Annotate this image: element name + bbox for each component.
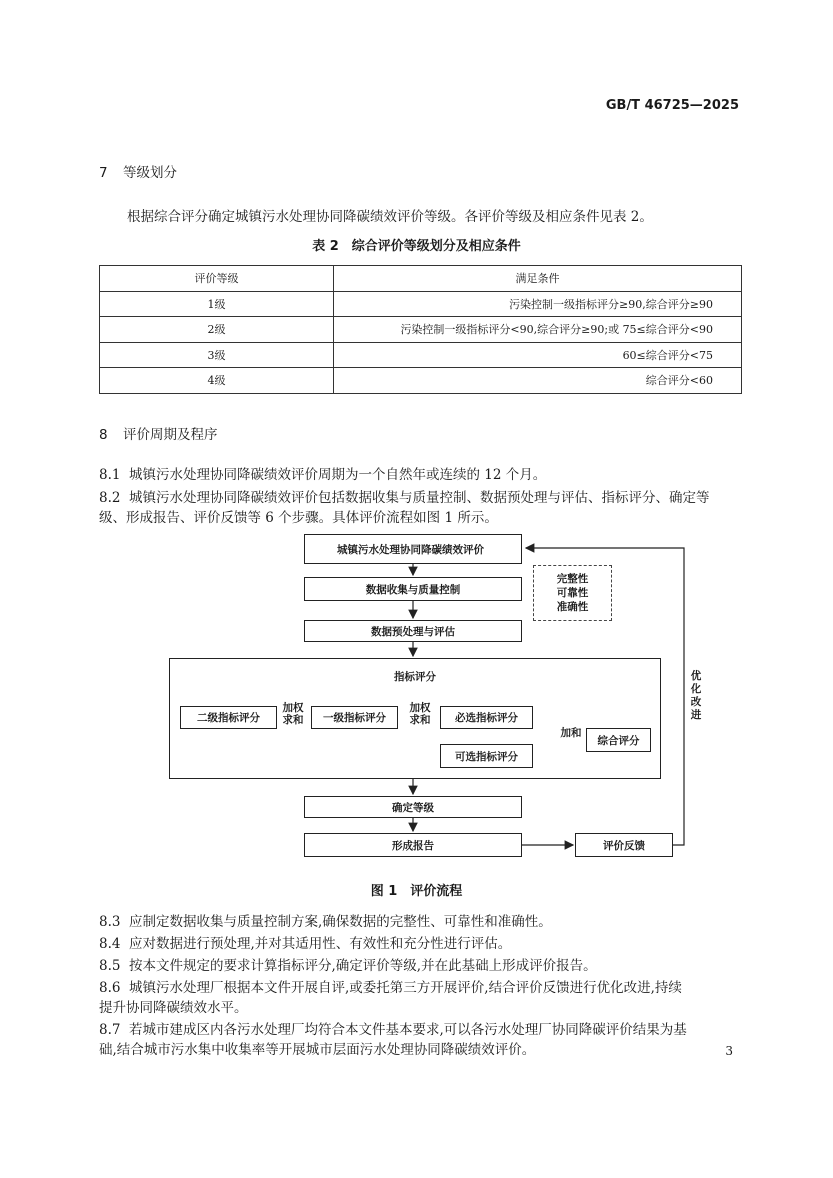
- determine-grade-box: 确定等级: [304, 796, 522, 818]
- section-title: 等级划分: [123, 165, 177, 181]
- grade-cell: 2级: [100, 317, 334, 343]
- condition-cell: 污染控制一级指标评分<90,综合评分≥90;或 75≤综合评分<90: [334, 317, 742, 343]
- clause-8-6: [99, 976, 682, 996]
- label-char: 改: [690, 696, 702, 708]
- clause-text: 城镇污水处理协同降碳绩效评价周期为一个自然年或连续的 12 个月。: [129, 467, 547, 483]
- clause-text: 城镇污水处理协同降碳绩效评价包括数据收集与质量控制、数据预处理与评估、指标评分、确定等: [129, 490, 710, 506]
- clause-8-7: [99, 1018, 687, 1038]
- mandatory-score-box: 必选指标评分: [440, 706, 533, 729]
- weighted-sum-label: [281, 702, 305, 726]
- table-header-cell: 满足条件: [334, 266, 742, 292]
- condition-cell: 综合评分<60: [334, 368, 742, 394]
- eval-title-box: 城镇污水处理协同降碳绩效评价: [304, 534, 522, 564]
- label-line: 求和: [282, 714, 304, 726]
- label-line: 求和: [409, 714, 431, 726]
- table-header-cell: 评价等级: [100, 266, 334, 292]
- weighted-sum-label: [407, 702, 433, 726]
- quality-note-item: 可靠性: [556, 587, 589, 599]
- clause-number: 8.3: [99, 914, 121, 930]
- grade-cell: 1级: [100, 291, 334, 317]
- figure-caption: 图 1 评价流程: [370, 884, 463, 899]
- label-char: 进: [690, 709, 702, 721]
- quality-note-box: [533, 565, 612, 621]
- table-caption: 表 2 综合评价等级划分及相应条件: [312, 239, 521, 254]
- quality-note-item: 准确性: [556, 601, 589, 613]
- condition-cell: 污染控制一级指标评分≥90,综合评分≥90: [334, 291, 742, 317]
- clause-number: 8.2: [99, 490, 121, 506]
- form-report-box: 形成报告: [304, 833, 522, 857]
- add-label: 加和: [560, 727, 582, 739]
- section-number: 8: [99, 427, 108, 443]
- section-7-paragraph: 根据综合评分确定城镇污水处理协同降碳绩效评价等级。各评价等级及相应条件见表 2。: [127, 209, 653, 225]
- optional-score-box: 可选指标评分: [440, 744, 533, 768]
- label-line: 加权: [409, 702, 431, 714]
- quality-note-item: 完整性: [556, 573, 589, 585]
- grade-cell: 4级: [100, 368, 334, 394]
- secondary-score-box: 二级指标评分: [180, 706, 277, 729]
- section-title: 评价周期及程序: [123, 427, 218, 443]
- clause-8-6-continued: 提升协同降碳绩效水平。: [99, 1000, 248, 1016]
- clause-text: 应对数据进行预处理,并对其适用性、有效性和充分性进行评估。: [129, 936, 512, 952]
- clause-text: 城镇污水处理厂根据本文件开展自评,或委托第三方开展评价,结合评价反馈进行优化改进,持续: [129, 980, 682, 996]
- clause-text: 应制定数据收集与质量控制方案,确保数据的完整性、可靠性和准确性。: [129, 914, 552, 930]
- optimize-label: [689, 670, 703, 722]
- label-char: 优: [690, 670, 702, 682]
- feedback-box: 评价反馈: [575, 833, 673, 857]
- preprocess-box: 数据预处理与评估: [304, 620, 522, 642]
- page-number: 3: [725, 1044, 733, 1058]
- clause-8-7-continued: 础,结合城市污水集中收集率等开展城市层面污水处理协同降碳绩效评价。: [99, 1042, 536, 1058]
- data-collection-box: 数据收集与质量控制: [304, 577, 522, 601]
- primary-score-box: 一级指标评分: [311, 706, 398, 729]
- clause-text: 按本文件规定的要求计算指标评分,确定评价等级,并在此基础上形成评价报告。: [129, 958, 597, 974]
- label-char: 化: [690, 683, 702, 695]
- grade-cell: 3级: [100, 342, 334, 368]
- label-line: 加权: [282, 702, 304, 714]
- clause-text: 若城市建成区内各污水处理厂均符合本文件基本要求,可以各污水处理厂协同降碳评价结果为基: [129, 1022, 687, 1038]
- clause-number: 8.5: [99, 958, 121, 974]
- clause-8-3: [99, 910, 552, 930]
- clause-number: 8.1: [99, 467, 121, 483]
- section-number: 7: [99, 165, 108, 181]
- clause-8-2-continued: 级、形成报告、评价反馈等 6 个步骤。具体评价流程如图 1 所示。: [99, 510, 498, 526]
- clause-number: 8.6: [99, 980, 121, 996]
- composite-score-box: 综合评分: [586, 728, 651, 752]
- clause-8-5: [99, 954, 597, 974]
- clause-number: 8.7: [99, 1022, 121, 1038]
- indicator-scoring-title: 指标评分: [394, 671, 436, 683]
- condition-cell: 60≤综合评分<75: [334, 342, 742, 368]
- clause-number: 8.4: [99, 936, 121, 952]
- standard-number: GB/T 46725—2025: [605, 98, 739, 113]
- clause-8-4: [99, 932, 511, 952]
